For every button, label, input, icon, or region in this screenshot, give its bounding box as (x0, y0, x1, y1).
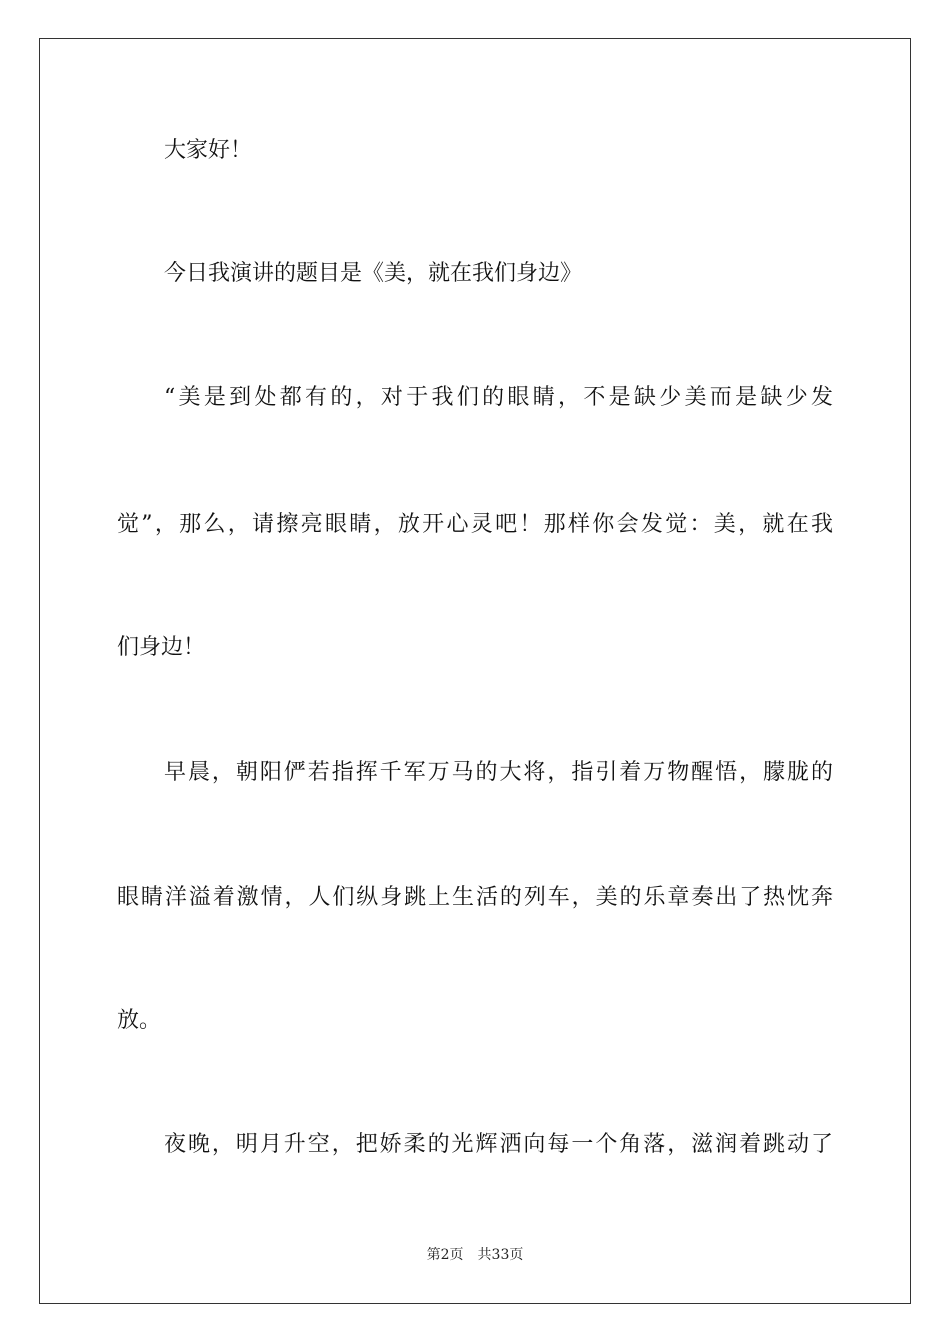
paragraph-3-line-1: 夜晚，明月升空，把娇柔的光辉洒向每一个角落，滋润着跳动了 (164, 1132, 833, 1157)
paragraph-1-line-3: 们身边！ (117, 635, 206, 660)
greeting-line: 大家好！ (164, 138, 253, 163)
page-footer (0, 1246, 950, 1264)
paragraph-1-line-1: “美是到处都有的，对于我们的眼睛，不是缺少美而是缺少发 (164, 385, 833, 410)
page-number: 第2页 (426, 1247, 464, 1263)
page-border (39, 38, 911, 1304)
paragraph-2-line-3: 放。 (117, 1008, 162, 1033)
page-total: 共33页 (477, 1247, 524, 1263)
paragraph-1-line-2: 觉”，那么，请擦亮眼睛，放开心灵吧！那样你会发觉：美，就在我 (117, 512, 833, 537)
paragraph-2-line-1: 早晨，朝阳俨若指挥千军万马的大将，指引着万物醒悟，朦胧的 (164, 760, 833, 785)
paragraph-2-line-2: 眼睛洋溢着激情，人们纵身跳上生活的列车，美的乐章奏出了热忱奔 (117, 885, 833, 910)
speech-title-line: 今日我演讲的题目是《美，就在我们身边》 (164, 261, 583, 286)
